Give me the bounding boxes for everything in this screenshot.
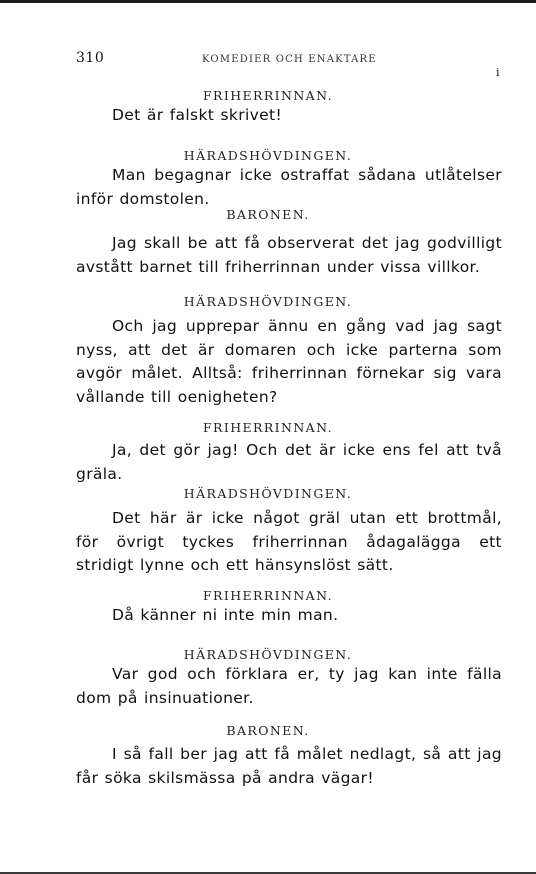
margin-mark: i	[496, 66, 500, 79]
speech-text: Då känner ni inte min man.	[112, 606, 339, 624]
speaker-name: BARONEN.	[226, 723, 310, 738]
speech-text: Jag skall be att få observerat det jag godvilligt avstått barnet till friherrinnan under vissa villkor.	[76, 234, 502, 276]
page-number: 310	[76, 50, 105, 66]
running-header: KOMEDIER OCH ENAKTARE	[202, 54, 377, 65]
speech-text: Man begagnar icke ostraffat sådana utlåtelser inför domstolen.	[76, 166, 502, 208]
page-top-border	[0, 0, 536, 3]
speech-text: Ja, det gör jag! Och det är icke ens fel att två gräla.	[76, 441, 502, 483]
speaker-name: HÄRADSHÖVDINGEN.	[183, 486, 353, 501]
speaker-name: FRIHERRINNAN.	[202, 88, 334, 103]
speaker-name: FRIHERRINNAN.	[202, 588, 334, 603]
speech-text: Det här är icke något gräl utan ett brottmål, för övrigt tyckes friherrinnan ådagalägga ett stridigt lynne och ett hänsynslöst sätt.	[76, 509, 502, 574]
speaker-name: HÄRADSHÖVDINGEN.	[183, 294, 353, 309]
speaker-name: FRIHERRINNAN.	[202, 420, 334, 435]
speaker-name: BARONEN.	[226, 207, 310, 222]
speech-text: I så fall ber jag att få målet nedlagt, så att jag får söka skilsmässa på andra vägar!	[76, 745, 502, 787]
speaker-name: HÄRADSHÖVDINGEN.	[183, 148, 353, 163]
speech-text: Det är falskt skrivet!	[112, 106, 283, 124]
speaker-name: HÄRADSHÖVDINGEN.	[183, 647, 353, 662]
speech-text: Och jag upprepar ännu en gång vad jag sagt nyss, att det är domaren och icke parterna som avgör målet. Alltså: friherrinnan förnekar sig vara vållande till oenigheten?	[76, 317, 502, 406]
speech-text: Var god och förklara er, ty jag kan inte fälla dom på insinuationer.	[76, 665, 502, 707]
